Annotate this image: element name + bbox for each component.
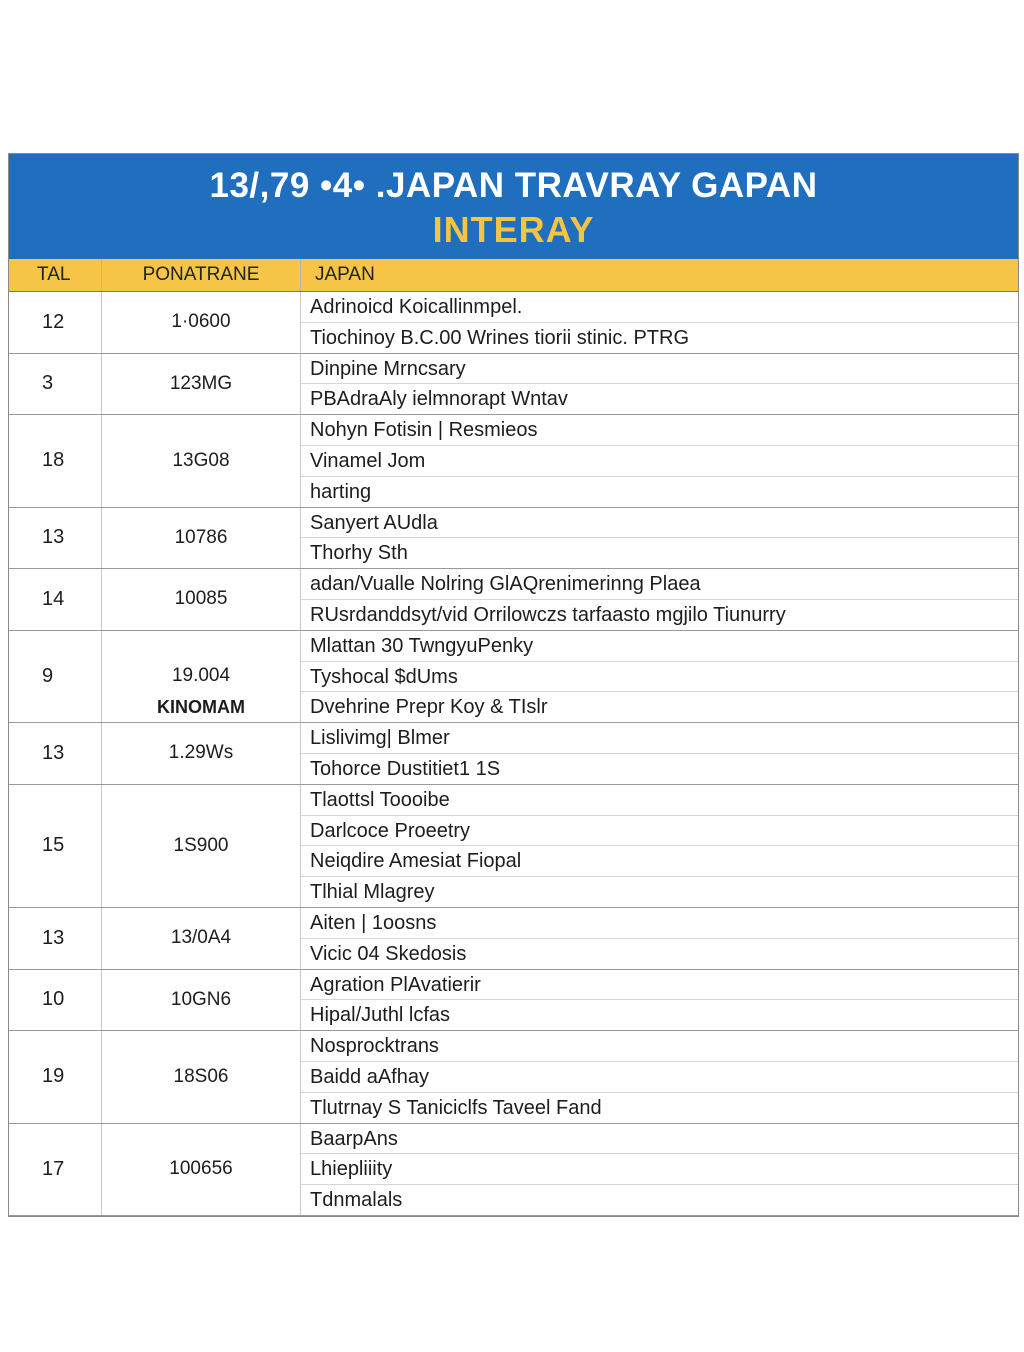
- row-code: 123MG: [169, 372, 233, 394]
- day-number: 13: [9, 908, 102, 969]
- activity-item: Adrinoicd Koicallinmpel.: [301, 292, 1018, 323]
- column-header-japan: JAPAN: [315, 264, 375, 285]
- activity-list: [301, 723, 1018, 784]
- activity-item: Dinpine Mrncsary: [301, 354, 1018, 385]
- activity-item: Tlutrnay S Taniciclfs Taveel Fand: [310, 1096, 602, 1119]
- activity-item: Nohyn Fotisin | Resmieos: [301, 415, 1018, 446]
- column-header-tal: TAL: [9, 259, 102, 291]
- activity-list: [301, 1031, 1018, 1122]
- row-code: 19.004: [171, 665, 231, 687]
- row-code-cell: [102, 785, 301, 907]
- activity-item: Agration PlAvatierir: [301, 970, 1018, 1001]
- day-number: 17: [9, 1124, 102, 1215]
- table-header: [9, 259, 1018, 292]
- activity-item: Sanyert AUdla: [301, 508, 1018, 539]
- row-code-cell: [102, 292, 301, 353]
- table-row: [9, 1124, 1018, 1216]
- table-row: [9, 723, 1018, 785]
- row-code: 13G08: [172, 449, 230, 471]
- activity-list: [301, 354, 1018, 415]
- activity-item: Tlaottsl Toooibe: [301, 785, 1018, 816]
- activity-list: [301, 569, 1018, 630]
- activity-list: [301, 415, 1018, 506]
- table-row: [9, 970, 1018, 1032]
- activity-list: [301, 970, 1018, 1031]
- table-row: [9, 785, 1018, 908]
- activity-item: Tdnmalals: [310, 1189, 403, 1212]
- table-row: [9, 569, 1018, 631]
- activity-item: Aiten | 1oosns: [301, 908, 1018, 939]
- row-code: 100656: [169, 1158, 233, 1180]
- activity-item: PBAdraAly ielmnorapt Wntav: [310, 388, 568, 411]
- row-code-cell: [102, 970, 301, 1031]
- day-number: 10: [9, 970, 102, 1031]
- title-banner: [9, 154, 1018, 259]
- activity-item: Lhiepliiity: [301, 1154, 1018, 1185]
- activity-list: [301, 631, 1018, 722]
- row-code-cell: [102, 908, 301, 969]
- day-number: 3: [9, 354, 102, 415]
- table-row: [9, 1031, 1018, 1123]
- activity-item: Lislivimg| Blmer: [301, 723, 1018, 754]
- table-row: [9, 354, 1018, 416]
- activity-list: [301, 508, 1018, 569]
- table-row: [9, 292, 1018, 354]
- activity-item: Nosprocktrans: [301, 1031, 1018, 1062]
- activity-list: [301, 908, 1018, 969]
- day-number: 12: [9, 292, 102, 353]
- day-number: 15: [9, 785, 102, 907]
- activity-item: Mlattan 30 TwngyuPenky: [301, 631, 1018, 662]
- activity-item: Thorhy Sth: [310, 542, 408, 565]
- activity-item: Tohorce Dustitiet1 1S: [310, 757, 501, 780]
- row-code-cell: [102, 1124, 301, 1215]
- day-number: 19: [9, 1031, 102, 1122]
- table-body: [9, 292, 1018, 1216]
- row-code-cell: [102, 1031, 301, 1122]
- row-code-cell: [102, 723, 301, 784]
- activity-item: harting: [310, 480, 372, 503]
- row-code: 1.29Ws: [168, 742, 234, 764]
- day-number: 9: [9, 631, 102, 722]
- activity-item: Dvehrine Prepr Koy & TIslr: [310, 696, 548, 719]
- activity-list: [301, 1124, 1018, 1215]
- column-header-ponatrane: PONATRANE: [102, 259, 301, 291]
- table-row: [9, 908, 1018, 970]
- row-code-cell: [102, 569, 301, 630]
- row-code: 10085: [174, 588, 228, 610]
- activity-item: Vicic 04 Skedosis: [310, 942, 467, 965]
- activity-item: Baidd aAfhay: [301, 1062, 1018, 1093]
- activity-item: Neiqdire Amesiat Fiopal: [301, 846, 1018, 877]
- row-code: 1S900: [173, 834, 229, 856]
- row-code: 13/0A4: [170, 927, 232, 949]
- table-row: [9, 631, 1018, 723]
- activity-item: adan/Vualle Nolring GlAQrenimerinng Plaea: [301, 569, 1018, 600]
- row-code: 10786: [174, 526, 228, 548]
- row-code: 1·0600: [171, 311, 231, 333]
- row-code: 18S06: [173, 1065, 229, 1087]
- activity-list: [301, 292, 1018, 353]
- document-title: 13/,79 •4• .JAPAN TRAVRAY GAPAN: [209, 166, 818, 205]
- table-row: [9, 508, 1018, 570]
- day-number: 18: [9, 415, 102, 506]
- itinerary-document: [8, 153, 1019, 1217]
- activity-item: Tyshocal $dUms: [301, 662, 1018, 693]
- day-number: 13: [9, 723, 102, 784]
- table-row: [9, 415, 1018, 507]
- day-number: 13: [9, 508, 102, 569]
- row-code-cell: [102, 354, 301, 415]
- row-code-cell: [102, 631, 301, 722]
- activity-item: Hipal/Juthl lcfas: [310, 1004, 451, 1027]
- row-code: 10GN6: [170, 988, 232, 1010]
- row-code-cell: [102, 415, 301, 506]
- activity-item: Tiochinoy B.C.00 Wrines tiorii stinic. PTRG: [310, 326, 689, 349]
- row-code-note: KINOMAM: [157, 697, 245, 718]
- activity-item: Tlhial Mlagrey: [310, 881, 435, 904]
- day-number: 14: [9, 569, 102, 630]
- row-code-cell: [102, 508, 301, 569]
- activity-item: RUsrdanddsyt/vid Orrilowczs tarfaasto mgjilo Tiunurry: [310, 603, 786, 626]
- document-subtitle: INTERAY: [432, 209, 595, 250]
- activity-list: [301, 785, 1018, 907]
- activity-item: Vinamel Jom: [301, 446, 1018, 477]
- activity-item: BaarpAns: [301, 1124, 1018, 1155]
- activity-item: Darlcoce Proeetry: [301, 816, 1018, 847]
